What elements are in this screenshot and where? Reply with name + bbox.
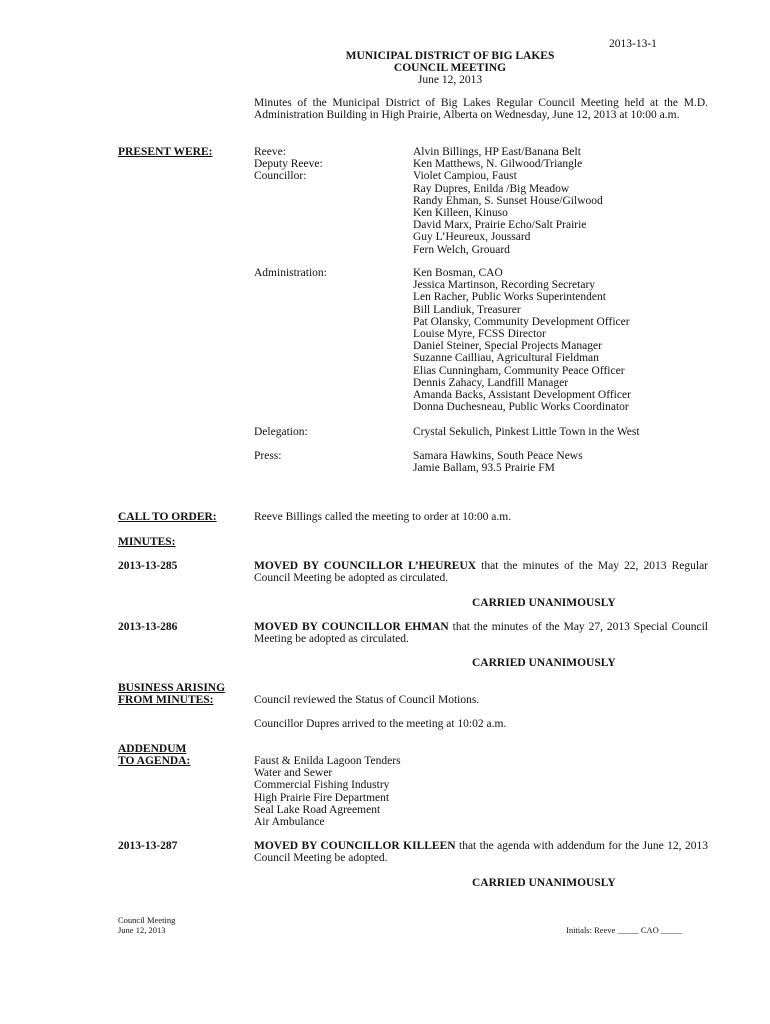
motion-text: [254, 560, 708, 584]
motion-number: 2013-13-285: [118, 560, 178, 572]
council-name: Fern Welch, Grouard: [413, 243, 510, 256]
motion-body: that the minutes of the May 22, 2013 Regular Council Meeting be adopted as circulated.: [254, 560, 708, 585]
council-name: Guy L’Heureux, Joussard: [413, 231, 531, 244]
admin-name: Ken Bosman, CAO: [413, 267, 503, 279]
label-administration: Administration:: [254, 267, 327, 279]
admin-name: Pat Olansky, Community Development Officer: [413, 315, 630, 328]
council-name: Ray Dupres, Enilda /Big Meadow: [413, 182, 570, 195]
motion-text: [254, 621, 708, 645]
call-to-order-text: Reeve Billings called the meeting to order at 10:00 a.m.: [254, 511, 512, 523]
motion-body: that the agenda with addendum for the June 12, 2013 Council Meeting be adopted.: [254, 840, 708, 865]
intro-paragraph: Minutes of the Municipal District of Big Lakes Regular Council Meeting held at the M.D. Administration Building in High Prairie, Alberta on Wednesday, June 12, 2013 at 10:00 a.m.: [254, 97, 708, 122]
label-councillor: Councillor:: [254, 170, 307, 183]
admin-name: Elias Cunningham, Community Peace Officer: [413, 364, 625, 377]
business-arising-text: Council reviewed the Status of Council Motions.: [254, 694, 480, 706]
label-deputy-reeve: Deputy Reeve:: [254, 158, 323, 171]
title-council-meeting: COUNCIL MEETING: [393, 62, 507, 74]
motion-number: 2013-13-287: [118, 840, 178, 852]
motion-mover: MOVED BY COUNCILLOR EHMAN: [254, 621, 449, 633]
motion-text: [254, 840, 708, 864]
admin-name: Bill Landiuk, Treasurer: [413, 303, 521, 316]
addendum-item: Seal Lake Road Agreement: [254, 803, 381, 816]
admin-name: Jessica Martinson, Recording Secretary: [413, 279, 596, 292]
admin-name: Donna Duchesneau, Public Works Coordinator: [413, 401, 629, 414]
motion-result: CARRIED UNANIMOUSLY: [472, 657, 616, 669]
addendum-item: Commercial Fishing Industry: [254, 779, 390, 792]
footer-meeting: Council Meeting: [118, 915, 176, 925]
council-name: Alvin Billings, HP East/Banana Belt: [413, 146, 581, 158]
footer-date: June 12, 2013: [118, 925, 166, 935]
addendum-heading: ADDENDUM: [118, 743, 187, 755]
to-agenda-heading: TO AGENDA:: [118, 755, 191, 767]
admin-name: Amanda Backs, Assistant Development Officer: [413, 389, 631, 402]
title-district: MUNICIPAL DISTRICT OF BIG LAKES: [345, 50, 555, 62]
admin-name: Daniel Steiner, Special Projects Manager: [413, 340, 602, 353]
present-heading: PRESENT WERE:: [118, 146, 213, 158]
press-name: Jamie Ballam, 93.5 Prairie FM: [413, 462, 555, 475]
addendum-item: High Prairie Fire Department: [254, 791, 390, 804]
administration-names: [413, 267, 631, 413]
minutes-heading: MINUTES:: [118, 536, 176, 548]
call-to-order-heading: CALL TO ORDER:: [118, 511, 217, 523]
addendum-list: [254, 755, 401, 828]
admin-name: Louise Myre, FCSS Director: [413, 328, 546, 341]
label-delegation: Delegation:: [254, 426, 308, 438]
label-reeve: Reeve:: [254, 146, 286, 158]
motion-mover: MOVED BY COUNCILLOR L’HEUREUX: [254, 560, 477, 572]
motion-number: 2013-13-286: [118, 621, 178, 633]
council-name: Randy Ehman, S. Sunset House/Gilwood: [413, 194, 603, 207]
council-name: Violet Campiou, Faust: [413, 170, 517, 183]
council-name: Ken Matthews, N. Gilwood/Triangle: [413, 158, 583, 171]
admin-name: Suzanne Cailliau, Agricultural Fieldman: [413, 352, 599, 365]
council-names: [413, 146, 603, 256]
motion-mover: MOVED BY COUNCILLOR KILLEEN: [254, 840, 456, 852]
late-arrival-text: Councillor Dupres arrived to the meeting at 10:02 a.m.: [254, 718, 507, 730]
press-names: [413, 450, 583, 474]
from-minutes-heading: FROM MINUTES:: [118, 694, 214, 706]
motion-result: CARRIED UNANIMOUSLY: [472, 877, 616, 889]
addendum-item: Water and Sewer: [254, 767, 333, 780]
admin-name: Dennis Zahacy, Landfill Manager: [413, 376, 569, 389]
motion-result: CARRIED UNANIMOUSLY: [472, 597, 616, 609]
business-arising-heading: BUSINESS ARISING: [118, 682, 226, 694]
council-name: Ken Killeen, Kinuso: [413, 207, 508, 220]
delegation-name: Crystal Sekulich, Pinkest Little Town in the West: [413, 426, 640, 438]
council-labels: [254, 146, 323, 183]
addendum-item: Faust & Enilda Lagoon Tenders: [254, 755, 401, 767]
footer-initials: Initials: Reeve _____ CAO _____: [566, 925, 683, 935]
label-press: Press:: [254, 450, 282, 462]
press-name: Samara Hawkins, South Peace News: [413, 450, 583, 462]
doc-number: 2013-13-1: [609, 38, 657, 50]
meeting-date: June 12, 2013: [417, 74, 483, 86]
admin-name: Len Racher, Public Works Superintendent: [413, 291, 606, 304]
council-name: David Marx, Prairie Echo/Salt Prairie: [413, 219, 587, 232]
motion-body: that the minutes of the May 27, 2013 Special Council Meeting be adopted as circulated.: [254, 621, 708, 646]
addendum-item: Air Ambulance: [254, 816, 325, 829]
